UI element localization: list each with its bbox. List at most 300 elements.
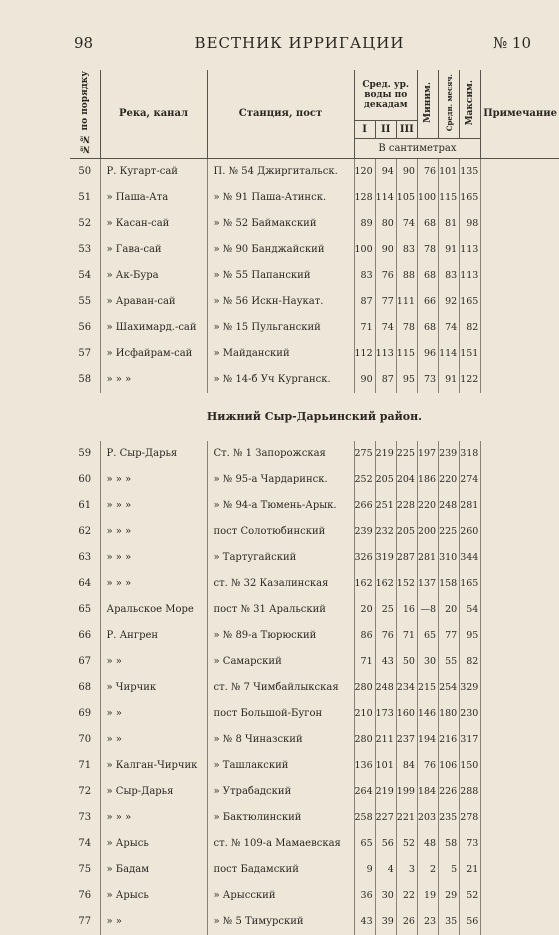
table-row: [70, 367, 559, 393]
row-number: 75: [70, 857, 100, 883]
header-no: №№ по порядку: [70, 70, 100, 158]
note-cell: [481, 289, 559, 315]
monthly-mean: 216: [439, 727, 460, 753]
river-name: » Шахимард.-сай: [100, 315, 207, 341]
decade-1: 120: [354, 158, 375, 185]
decade-3: 78: [396, 315, 417, 341]
note-cell: [481, 211, 559, 237]
table-row: [70, 701, 559, 727]
minimum: 194: [417, 727, 438, 753]
decade-3: 237: [396, 727, 417, 753]
decade-2: 30: [375, 883, 396, 909]
header-dec-3: III: [396, 120, 417, 138]
station-name: П. № 54 Джиргитальск.: [207, 158, 354, 185]
river-name: » » »: [100, 493, 207, 519]
note-cell: [481, 545, 559, 571]
table-row: [70, 805, 559, 831]
river-name: Р. Кугарт-сай: [100, 158, 207, 185]
row-number: 62: [70, 519, 100, 545]
decade-1: 264: [354, 779, 375, 805]
row-number: 63: [70, 545, 100, 571]
river-name: » Ак-Бура: [100, 263, 207, 289]
note-cell: [481, 237, 559, 263]
monthly-mean: 77: [439, 623, 460, 649]
decade-3: 90: [396, 158, 417, 185]
river-name: » »: [100, 909, 207, 935]
minimum: 68: [417, 263, 438, 289]
decade-1: 83: [354, 263, 375, 289]
minimum: 73: [417, 367, 438, 393]
note-cell: [481, 649, 559, 675]
decade-3: 111: [396, 289, 417, 315]
row-number: 56: [70, 315, 100, 341]
river-name: » Калган-Чирчик: [100, 753, 207, 779]
minimum: 76: [417, 158, 438, 185]
header-mean: Средн. месяч.: [439, 70, 460, 138]
maximum: 317: [460, 727, 481, 753]
river-name: » » »: [100, 519, 207, 545]
decade-1: 87: [354, 289, 375, 315]
river-name: Р. Ангрен: [100, 623, 207, 649]
table-row: [70, 211, 559, 237]
row-number: 54: [70, 263, 100, 289]
river-name: » » »: [100, 467, 207, 493]
river-name: » »: [100, 701, 207, 727]
river-name: » » »: [100, 571, 207, 597]
note-cell: [481, 701, 559, 727]
decade-2: 205: [375, 467, 396, 493]
decade-3: 3: [396, 857, 417, 883]
minimum: 200: [417, 519, 438, 545]
table-row: [70, 623, 559, 649]
minimum: 19: [417, 883, 438, 909]
maximum: 98: [460, 211, 481, 237]
river-name: » Гава-сай: [100, 237, 207, 263]
decade-3: 26: [396, 909, 417, 935]
decade-3: 152: [396, 571, 417, 597]
table-row: [70, 779, 559, 805]
maximum: 21: [460, 857, 481, 883]
maximum: 150: [460, 753, 481, 779]
monthly-mean: 55: [439, 649, 460, 675]
note-cell: [481, 263, 559, 289]
decade-3: 50: [396, 649, 417, 675]
note-cell: [481, 857, 559, 883]
monthly-mean: 20: [439, 597, 460, 623]
minimum: 68: [417, 211, 438, 237]
river-name: » » »: [100, 805, 207, 831]
decade-1: 71: [354, 649, 375, 675]
row-number: 52: [70, 211, 100, 237]
decade-1: 128: [354, 185, 375, 211]
river-name: » Арысь: [100, 883, 207, 909]
maximum: 165: [460, 185, 481, 211]
header-station: Станция, пост: [207, 70, 354, 158]
note-cell: [481, 571, 559, 597]
decade-3: 199: [396, 779, 417, 805]
station-name: » № 90 Банджайский: [207, 237, 354, 263]
decade-2: 219: [375, 779, 396, 805]
monthly-mean: 310: [439, 545, 460, 571]
decade-3: 225: [396, 441, 417, 467]
minimum: 220: [417, 493, 438, 519]
monthly-mean: 158: [439, 571, 460, 597]
minimum: 146: [417, 701, 438, 727]
decade-2: 76: [375, 623, 396, 649]
station-name: пост № 31 Аральский: [207, 597, 354, 623]
header-max: Максим.: [460, 70, 481, 138]
decade-1: 71: [354, 315, 375, 341]
monthly-mean: 91: [439, 237, 460, 263]
maximum: 281: [460, 493, 481, 519]
maximum: 82: [460, 315, 481, 341]
decade-1: 210: [354, 701, 375, 727]
table-row: [70, 909, 559, 935]
station-name: » Утрабадский: [207, 779, 354, 805]
header-min: Миним.: [417, 70, 438, 138]
table-body-a: [70, 158, 559, 393]
station-name: » № 95-а Чардаринск.: [207, 467, 354, 493]
monthly-mean: 235: [439, 805, 460, 831]
row-number: 55: [70, 289, 100, 315]
table-row: [70, 545, 559, 571]
river-name: » Исфайрам-сай: [100, 341, 207, 367]
decade-1: 43: [354, 909, 375, 935]
river-name: » Арысь: [100, 831, 207, 857]
monthly-mean: 254: [439, 675, 460, 701]
decade-2: 232: [375, 519, 396, 545]
maximum: 113: [460, 237, 481, 263]
monthly-mean: 35: [439, 909, 460, 935]
maximum: 122: [460, 367, 481, 393]
page-header: [60, 34, 539, 58]
river-name: » » »: [100, 545, 207, 571]
maximum: 52: [460, 883, 481, 909]
row-number: 58: [70, 367, 100, 393]
river-name: » Бадам: [100, 857, 207, 883]
note-cell: [481, 753, 559, 779]
note-cell: [481, 883, 559, 909]
minimum: 215: [417, 675, 438, 701]
decade-3: 88: [396, 263, 417, 289]
minimum: —8: [417, 597, 438, 623]
river-name: » Чирчик: [100, 675, 207, 701]
row-number: 76: [70, 883, 100, 909]
decade-2: 113: [375, 341, 396, 367]
maximum: 54: [460, 597, 481, 623]
header-note: Примечание: [481, 70, 559, 158]
station-name: » № 91 Паша-Атинск.: [207, 185, 354, 211]
maximum: 151: [460, 341, 481, 367]
decade-2: 173: [375, 701, 396, 727]
maximum: 318: [460, 441, 481, 467]
table-row: [70, 237, 559, 263]
station-name: пост Большой-Бугон: [207, 701, 354, 727]
decade-1: 86: [354, 623, 375, 649]
monthly-mean: 226: [439, 779, 460, 805]
decade-1: 100: [354, 237, 375, 263]
decade-2: 76: [375, 263, 396, 289]
row-number: 60: [70, 467, 100, 493]
row-number: 72: [70, 779, 100, 805]
decade-2: 114: [375, 185, 396, 211]
maximum: 135: [460, 158, 481, 185]
monthly-mean: 5: [439, 857, 460, 883]
maximum: 165: [460, 289, 481, 315]
decade-3: 115: [396, 341, 417, 367]
minimum: 68: [417, 315, 438, 341]
table-row: [70, 649, 559, 675]
note-cell: [481, 441, 559, 467]
station-name: » № 89-а Тюрюский: [207, 623, 354, 649]
section-title: Нижний Сыр-Дарьинский район.: [206, 410, 422, 423]
decade-1: 136: [354, 753, 375, 779]
note-cell: [481, 519, 559, 545]
row-number: 68: [70, 675, 100, 701]
river-name: » »: [100, 649, 207, 675]
note-cell: [481, 727, 559, 753]
journal-title: ВЕСТНИК ИРРИГАЦИИ: [194, 34, 405, 52]
decade-2: 90: [375, 237, 396, 263]
decade-1: 252: [354, 467, 375, 493]
decade-2: 77: [375, 289, 396, 315]
decade-1: 266: [354, 493, 375, 519]
maximum: 288: [460, 779, 481, 805]
station-name: » Майданский: [207, 341, 354, 367]
station-name: ст. № 109-а Мамаевская: [207, 831, 354, 857]
header-river: Река, канал: [100, 70, 207, 158]
decade-1: 280: [354, 675, 375, 701]
minimum: 78: [417, 237, 438, 263]
table-row: [70, 675, 559, 701]
minimum: 65: [417, 623, 438, 649]
row-number: 51: [70, 185, 100, 211]
station-name: » № 14-б Уч Курганск.: [207, 367, 354, 393]
row-number: 57: [70, 341, 100, 367]
decade-1: 20: [354, 597, 375, 623]
decade-2: 162: [375, 571, 396, 597]
decade-3: 16: [396, 597, 417, 623]
station-name: » № 8 Чиназский: [207, 727, 354, 753]
monthly-mean: 91: [439, 367, 460, 393]
maximum: 278: [460, 805, 481, 831]
decade-2: 74: [375, 315, 396, 341]
note-cell: [481, 805, 559, 831]
decade-2: 251: [375, 493, 396, 519]
maximum: 260: [460, 519, 481, 545]
decade-2: 101: [375, 753, 396, 779]
minimum: 76: [417, 753, 438, 779]
note-cell: [481, 623, 559, 649]
table-row: [70, 185, 559, 211]
header-avg: Сред. ур. воды по декадам: [354, 70, 417, 120]
monthly-mean: 29: [439, 883, 460, 909]
monthly-mean: 239: [439, 441, 460, 467]
minimum: 96: [417, 341, 438, 367]
river-name: Р. Сыр-Дарья: [100, 441, 207, 467]
table-row: [70, 341, 559, 367]
station-name: » № 52 Баймакский: [207, 211, 354, 237]
river-name: » Паша-Ата: [100, 185, 207, 211]
minimum: 203: [417, 805, 438, 831]
minimum: 30: [417, 649, 438, 675]
note-cell: [481, 341, 559, 367]
decade-1: 280: [354, 727, 375, 753]
decade-3: 105: [396, 185, 417, 211]
decade-3: 221: [396, 805, 417, 831]
decade-1: 239: [354, 519, 375, 545]
table-row: [70, 441, 559, 467]
decade-1: 162: [354, 571, 375, 597]
row-number: 67: [70, 649, 100, 675]
maximum: 274: [460, 467, 481, 493]
maximum: 95: [460, 623, 481, 649]
table-row: [70, 857, 559, 883]
table-row: [70, 571, 559, 597]
minimum: 2: [417, 857, 438, 883]
row-number: 69: [70, 701, 100, 727]
minimum: 100: [417, 185, 438, 211]
table-row: [70, 467, 559, 493]
row-number: 74: [70, 831, 100, 857]
river-name: » » »: [100, 367, 207, 393]
note-cell: [481, 367, 559, 393]
monthly-mean: 58: [439, 831, 460, 857]
row-number: 50: [70, 158, 100, 185]
note-cell: [481, 493, 559, 519]
monthly-mean: 83: [439, 263, 460, 289]
decade-2: 94: [375, 158, 396, 185]
decade-3: 204: [396, 467, 417, 493]
table-row: [70, 727, 559, 753]
decade-3: 71: [396, 623, 417, 649]
table-row: [70, 753, 559, 779]
decade-1: 36: [354, 883, 375, 909]
river-name: » Сыр-Дарья: [100, 779, 207, 805]
station-name: » № 55 Папанский: [207, 263, 354, 289]
note-cell: [481, 779, 559, 805]
monthly-mean: 92: [439, 289, 460, 315]
station-name: » Бактюлинский: [207, 805, 354, 831]
minimum: 48: [417, 831, 438, 857]
decade-2: 227: [375, 805, 396, 831]
minimum: 281: [417, 545, 438, 571]
maximum: 230: [460, 701, 481, 727]
decade-2: 25: [375, 597, 396, 623]
row-number: 59: [70, 441, 100, 467]
decade-2: 4: [375, 857, 396, 883]
decade-1: 326: [354, 545, 375, 571]
monthly-mean: 248: [439, 493, 460, 519]
maximum: 344: [460, 545, 481, 571]
decade-1: 90: [354, 367, 375, 393]
note-cell: [481, 831, 559, 857]
river-name: » Араван-сай: [100, 289, 207, 315]
monthly-mean: 115: [439, 185, 460, 211]
station-name: пост Солотюбинский: [207, 519, 354, 545]
table-row: [70, 158, 559, 185]
note-cell: [481, 909, 559, 935]
station-name: » Арысский: [207, 883, 354, 909]
maximum: 329: [460, 675, 481, 701]
station-name: » № 56 Искн-Наукат.: [207, 289, 354, 315]
decade-3: 52: [396, 831, 417, 857]
monthly-mean: 106: [439, 753, 460, 779]
river-name: » »: [100, 727, 207, 753]
table-row: [70, 493, 559, 519]
row-number: 64: [70, 571, 100, 597]
decade-2: 219: [375, 441, 396, 467]
minimum: 186: [417, 467, 438, 493]
station-name: » № 94-а Тюмень-Арык.: [207, 493, 354, 519]
decade-1: 258: [354, 805, 375, 831]
table-row: [70, 519, 559, 545]
station-name: пост Бадамский: [207, 857, 354, 883]
decade-2: 80: [375, 211, 396, 237]
station-name: » № 5 Тимурский: [207, 909, 354, 935]
station-name: » Тартугайский: [207, 545, 354, 571]
row-number: 53: [70, 237, 100, 263]
header-dec-1: I: [354, 120, 375, 138]
table-row: [70, 883, 559, 909]
decade-3: 234: [396, 675, 417, 701]
table-row: [70, 263, 559, 289]
minimum: 23: [417, 909, 438, 935]
decade-2: 319: [375, 545, 396, 571]
decade-3: 160: [396, 701, 417, 727]
decade-3: 287: [396, 545, 417, 571]
table-row: [70, 315, 559, 341]
decade-1: 9: [354, 857, 375, 883]
station-name: ст. № 32 Казалинская: [207, 571, 354, 597]
decade-2: 43: [375, 649, 396, 675]
water-level-table: [70, 70, 559, 935]
header-dec-2: II: [375, 120, 396, 138]
page-number: 98: [74, 34, 94, 52]
note-cell: [481, 158, 559, 185]
maximum: 113: [460, 263, 481, 289]
row-number: 70: [70, 727, 100, 753]
row-number: 77: [70, 909, 100, 935]
maximum: 82: [460, 649, 481, 675]
monthly-mean: 74: [439, 315, 460, 341]
decade-1: 275: [354, 441, 375, 467]
minimum: 197: [417, 441, 438, 467]
decade-2: 87: [375, 367, 396, 393]
maximum: 73: [460, 831, 481, 857]
maximum: 165: [460, 571, 481, 597]
station-name: Ст. № 1 Запорожская: [207, 441, 354, 467]
decade-3: 228: [396, 493, 417, 519]
row-number: 73: [70, 805, 100, 831]
decade-3: 83: [396, 237, 417, 263]
note-cell: [481, 597, 559, 623]
row-number: 71: [70, 753, 100, 779]
decade-1: 89: [354, 211, 375, 237]
monthly-mean: 180: [439, 701, 460, 727]
monthly-mean: 114: [439, 341, 460, 367]
maximum: 56: [460, 909, 481, 935]
decade-3: 205: [396, 519, 417, 545]
monthly-mean: 101: [439, 158, 460, 185]
table-body-b: [70, 441, 559, 935]
station-name: » № 15 Пульганский: [207, 315, 354, 341]
decade-3: 84: [396, 753, 417, 779]
monthly-mean: 81: [439, 211, 460, 237]
decade-2: 211: [375, 727, 396, 753]
decade-2: 56: [375, 831, 396, 857]
monthly-mean: 220: [439, 467, 460, 493]
